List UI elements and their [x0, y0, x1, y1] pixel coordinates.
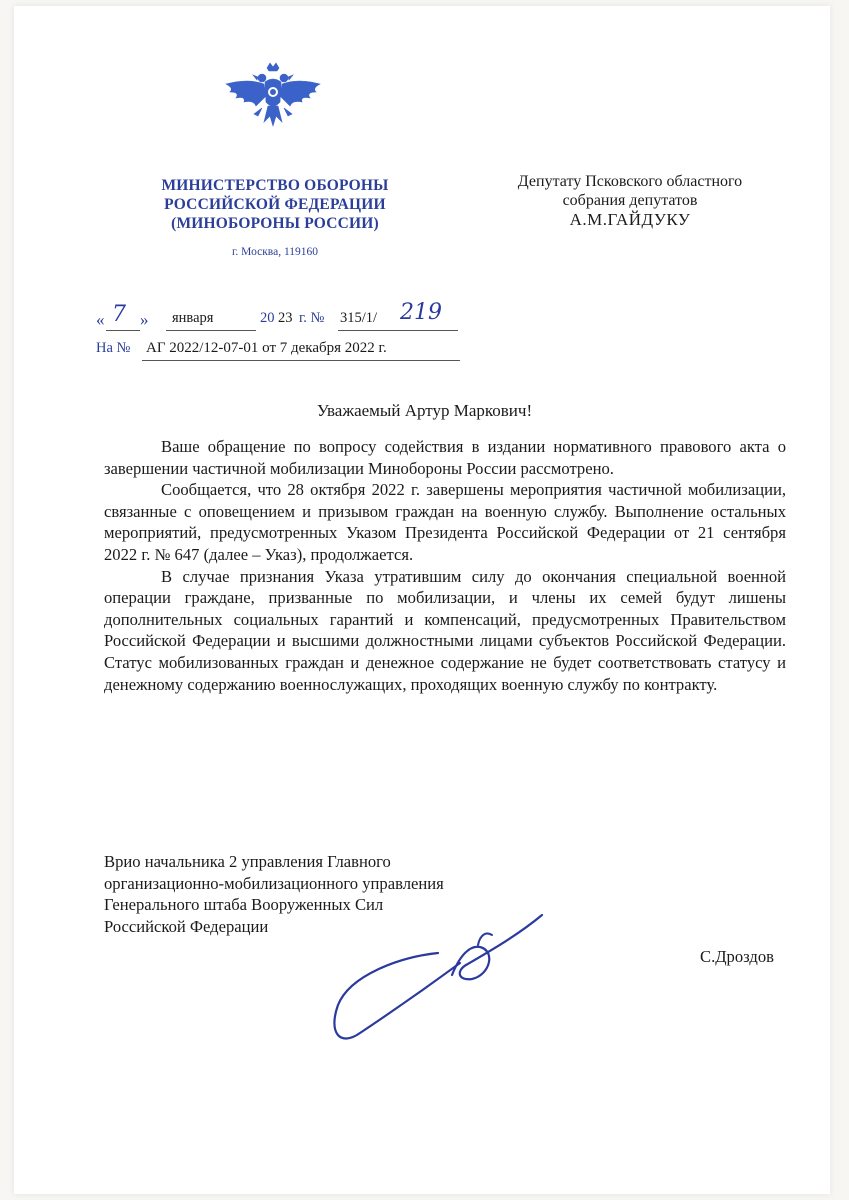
letter-body	[104, 436, 786, 695]
outgoing-number-handwritten: 219	[400, 300, 442, 325]
ministry-name	[110, 176, 440, 233]
ministry-name-line3: (МИНОБОРОНЫ РОССИИ)	[171, 215, 379, 232]
addressee-name: А.М.ГАЙДУКУ	[569, 210, 691, 229]
ministry-name-line2: РОССИЙСКОЙ ФЕДЕРАЦИИ	[164, 196, 386, 213]
double-headed-eagle-emblem-icon	[218, 62, 328, 134]
body-paragraph: В случае признания Указа утратившим силу до окончания специальной военной операции граждане, призванные по мобилизации, и члены их семей будут лишены дополнительных социальных гарантий и компенсаций, предусмотренных Правительством Российской Федерации и высшими должностными лицами субъектов Российской Федерации. Статус мобилизованных граждан и денежное содержание не будет соответствовать статусу и денежному содержанию военнослужащих, проходящих военную службу по контракту.	[104, 566, 786, 694]
quote-close: »	[140, 310, 149, 329]
number-underline	[338, 330, 458, 331]
addressee-block	[470, 172, 790, 229]
reference-underline	[142, 360, 460, 361]
signatory-position-line4: Российской Федерации	[104, 916, 269, 936]
day-underline	[106, 330, 140, 331]
month-value: января	[172, 310, 214, 326]
signatory-position-line2: организационно-мобилизационного управления	[104, 873, 444, 893]
quote-open: «	[96, 310, 105, 329]
letter-greeting: Уважаемый Артур Маркович!	[316, 401, 533, 420]
reference-value: АГ 2022/12-07-01 от 7 декабря 2022 г.	[146, 340, 387, 356]
signatory-position-line1: Врио начальника 2 управления Главного	[104, 852, 391, 871]
registration-block	[96, 300, 476, 334]
reference-block	[96, 336, 476, 370]
body-paragraph: Сообщается, что 28 октября 2022 г. завершены мероприятия частичной мобилизации, связанные с оповещением и призывом граждан на военную службу. Выполнение остальных мероприятий, предусмотренных Указом Президента Российской Федерации от 21 сентября 2022 г. № 647 (далее – Указ), продолжается.	[104, 480, 786, 564]
day-handwritten: 7	[112, 302, 126, 327]
addressee-line1: Депутату Псковского областного	[517, 173, 743, 190]
body-paragraph: Ваше обращение по вопросу содействия в издании нормативного правового акта о завершении частичной мобилизации Минобороны России рассмотрено.	[104, 437, 786, 478]
addressee-line2: собрания депутатов	[562, 192, 698, 209]
year-label: г. №	[299, 310, 325, 326]
reference-label: На №	[96, 340, 131, 356]
outgoing-number: 315/1/	[340, 310, 378, 326]
ministry-name-line1: МИНИСТЕРСТВО ОБОРОНЫ	[161, 177, 389, 194]
signatory-name: С.Дроздов	[700, 947, 774, 966]
signatory-position-line3: Генерального штаба Вооруженных Сил	[104, 895, 384, 915]
month-underline	[166, 330, 256, 331]
year-suffix: 23	[278, 310, 293, 326]
ministry-address: г. Москва, 119160	[231, 246, 319, 258]
year-prefix: 20	[260, 310, 275, 326]
handwritten-signature	[320, 905, 560, 1055]
